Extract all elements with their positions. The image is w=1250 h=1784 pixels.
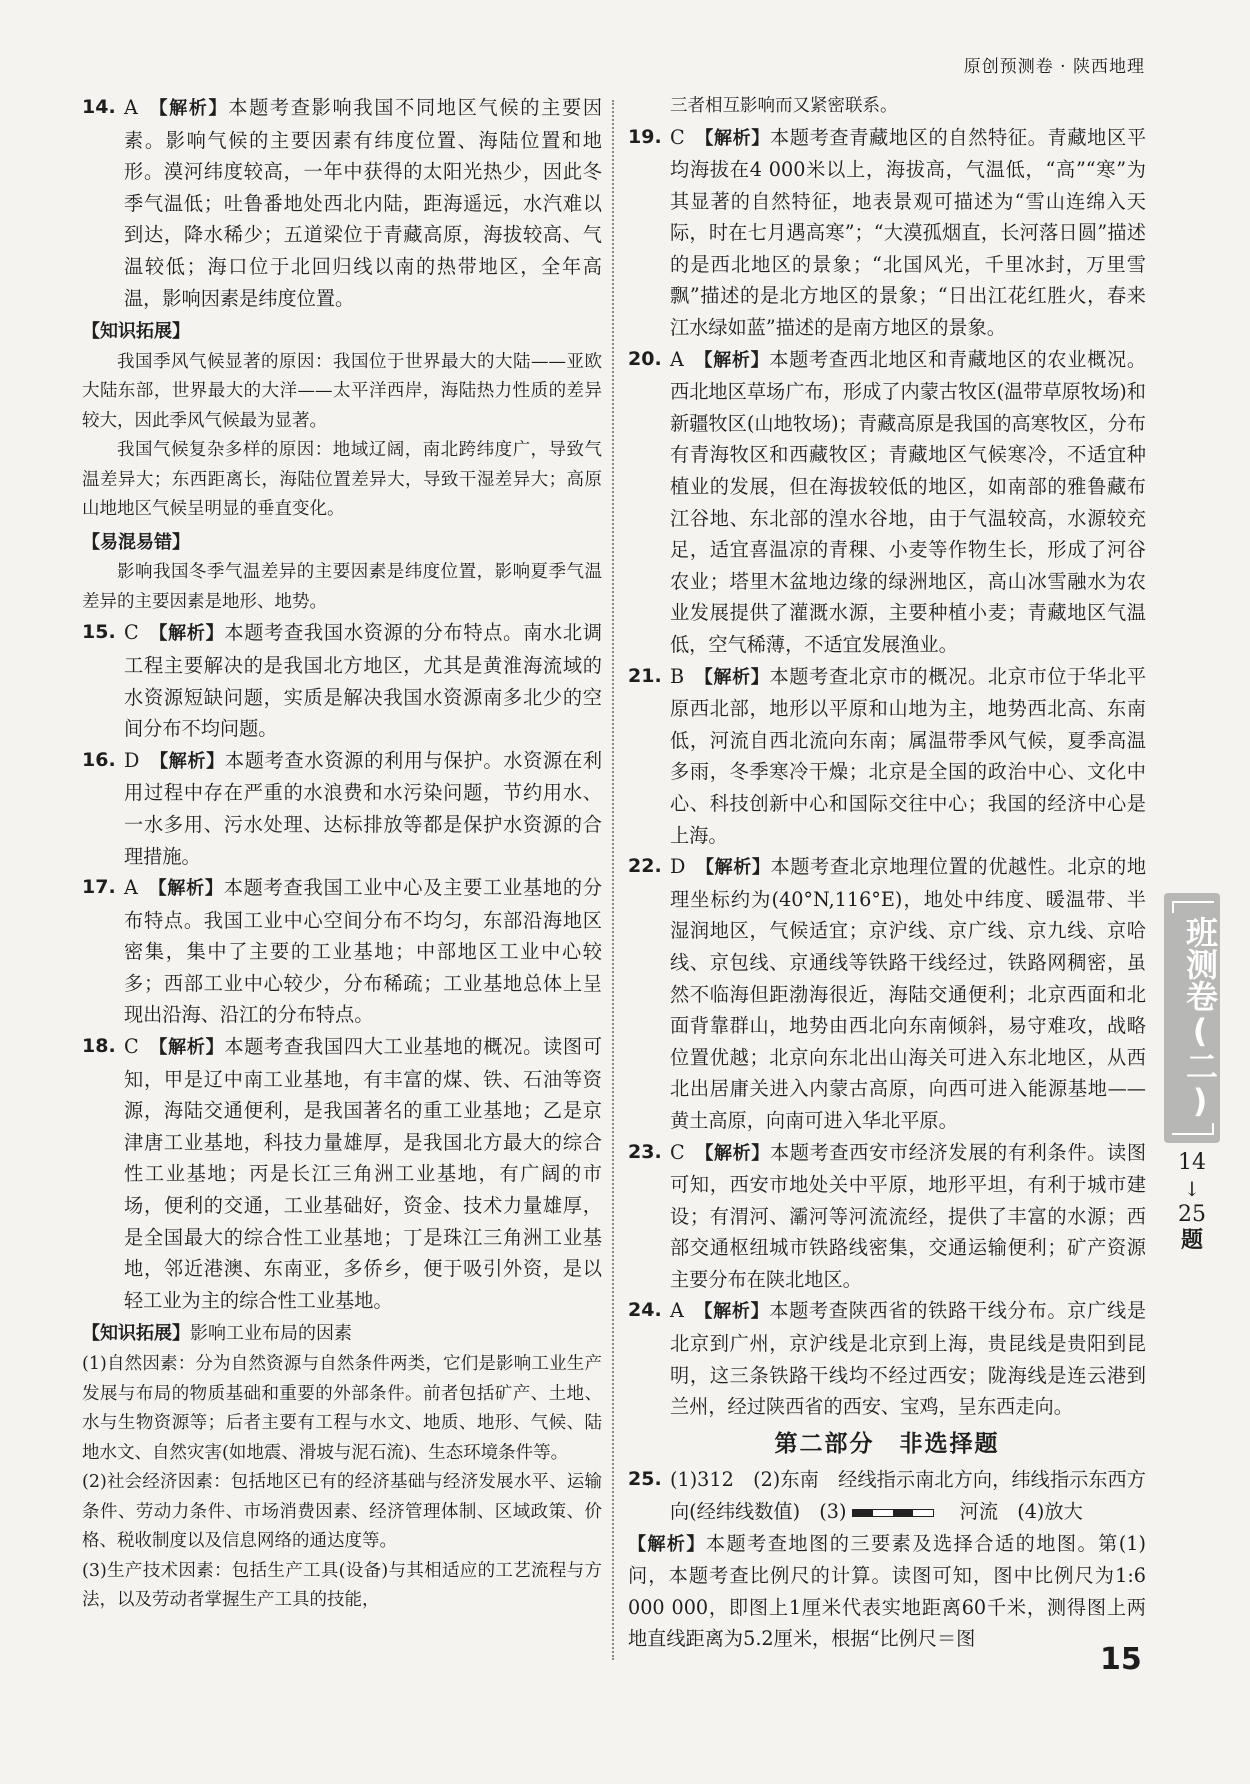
analysis-tag: 【解析】 bbox=[628, 1533, 706, 1555]
left-column bbox=[82, 92, 602, 1616]
analysis-text: 本题考查我国四大工业基地的概况。读图可知，甲是辽中南工业基地，有丰富的煤、铁、石油等资源，海陆交通便利，是我国著名的重工业基地；乙是京津唐工业基地，科技力量雄厚，是我国北方最大的综合性工业基地；丙是长江三角洲工业基地，有广阔的市场，便利的交通，工业基础好，资金、技术力量雄厚，是全国最大的综合性工业基地；丁是珠江三角洲工业基地，邻近港澳、东南亚，多侨乡，便于吸引外资，是以轻工业为主的综合性工业基地。 bbox=[124, 1035, 603, 1312]
question-16 bbox=[82, 745, 602, 872]
analysis-tag: 【解析】 bbox=[148, 623, 225, 645]
knowledge-paragraph: 我国季风气候显著的原因：我国位于世界最大的大陆——亚欧大陆东部，世界最大的大洋——太平洋西岸，海陆热力性质的差异较大，因此季风气候最为显著。 bbox=[82, 351, 602, 431]
analysis-tag: 【解析】 bbox=[694, 127, 770, 149]
knowledge-paragraph: (2)社会经济因素：包括地区已有的经济基础与经济发展水平、运输条件、劳动力条件、市场消费因素、经济管理体制、区域政策、价格、税收制度以及信息网络的通达度等。 bbox=[82, 1472, 602, 1551]
answer-letter: A bbox=[124, 96, 138, 119]
page-header: 原创预测卷 · 陕西地理 bbox=[963, 57, 1145, 77]
bracket-decoration bbox=[1172, 1123, 1214, 1135]
analysis-text: 本题考查西北地区和青藏地区的农业概况。西北地区草场广布，形成了内蒙古牧区(温带草原牧场)和新疆牧区(山地牧场)；青藏高原是我国的高寒牧区，分布有青海牧区和西藏牧区；青藏地区气候寒冷，不适宜种植业的发展，但在海拔较低的地区，如南部的雅鲁藏布江谷地、东北部的湟水谷地，由于气温较高，水源较充足，适宜喜温凉的青稞、小麦等作物生长，形成了河谷农业；塔里木盆地边缘的绿洲地区，高山冰雪融水为农业发展提供了灌溉水源，主要种植小麦；青藏地区气温低，空气稀薄，不适宜发展渔业。 bbox=[670, 347, 1147, 656]
knowledge-extension-label: 【知识拓展】 bbox=[82, 1323, 190, 1345]
analysis-tag: 【解析】 bbox=[149, 750, 225, 772]
analysis-text: 本题考查陕西省的铁路干线分布。京广线是北京到广州，京沪线是北京到上海，贵昆线是贵阳到昆明，这三条铁路干线均不经过西安；陇海线是连云港到兰州，经过陕西省的西安、宝鸡，呈东西走向。 bbox=[670, 1299, 1147, 1419]
question-14 bbox=[82, 92, 602, 314]
range-to: 25 bbox=[1178, 1202, 1206, 1227]
question-number: 16. bbox=[82, 748, 116, 771]
answer-letter: C bbox=[124, 1035, 139, 1059]
question-number: 14. bbox=[82, 96, 116, 118]
scale-bar-icon bbox=[852, 1509, 934, 1517]
analysis-text: 本题考查青藏地区的自然特征。青藏地区平均海拔在4 000米以上，海拔高，气温低，“高”“寒”为其显著的自然特征，地表景观可描述为“雪山连绵入天际，时在七月遇高寒”；“大漠孤烟直，长河落日圆”描述的是西北地区的景象；“北国风光，千里冰封，万里雪飘”描述的是北方地区的景象；“日出江花红胜火，春来江水绿如蓝”描述的是南方地区的景象。 bbox=[670, 125, 1147, 340]
continued-text: 三者相互影响而又紧密联系。 bbox=[670, 96, 898, 116]
answer-letter: C bbox=[670, 1140, 685, 1164]
question-number: 19. bbox=[628, 125, 662, 148]
common-errors-paragraph: 影响我国冬季气温差异的主要因素是纬度位置，影响夏季气温差异的主要因素是地形、地势。 bbox=[82, 562, 602, 612]
common-errors-title: 【易混易错】 bbox=[82, 531, 190, 553]
down-arrow-icon: ↓ bbox=[1183, 1177, 1201, 1201]
question-25 bbox=[628, 1464, 1146, 1527]
question-range bbox=[1166, 1150, 1218, 1254]
analysis-tag: 【解析】 bbox=[147, 878, 224, 900]
knowledge-paragraph: 我国气候复杂多样的原因：地域辽阔，南北跨纬度广，导致气温差异大；东西距离长，海陆位置差异大，导致干湿差异大；高原山地地区气候呈明显的垂直变化。 bbox=[82, 440, 602, 520]
knowledge-extension-title: 【知识拓展】 bbox=[82, 321, 190, 343]
knowledge-paragraph: (1)自然因素：分为自然资源与自然条件两类，它们是影响工业生产发展与布局的物质基础和重要的外部条件。前者包括矿产、土地、水与生物资源等；后者主要有工程与水文、地质、地形、气候、陆地水文、自然灾害(如地震、滑坡与泥石流)、生态环境条件等。 bbox=[82, 1354, 602, 1463]
analysis-tag: 【解析】 bbox=[147, 98, 229, 119]
column-divider bbox=[612, 100, 614, 1660]
analysis-tag: 【解析】 bbox=[693, 349, 770, 371]
analysis-text: 本题考查影响我国不同地区气候的主要因素。影响气候的主要因素有纬度位置、海陆位置和地形。漠河纬度较高，一年中获得的太阳光热少，因此冬季气温低；吐鲁番地处西北内陆，距海遥远，水汽难以到达，降水稀少；五道梁位于青藏高原，海拔较高、气温较低；海口位于北回归线以南的热带地区，全年高温，影响因素是纬度位置。 bbox=[124, 96, 603, 310]
question-number: 22. bbox=[628, 855, 662, 878]
question-22 bbox=[628, 851, 1146, 1136]
page-number: 15 bbox=[1100, 1642, 1142, 1677]
answer-letter: C bbox=[670, 125, 685, 149]
answer-letter: D bbox=[670, 855, 686, 879]
question-21 bbox=[628, 661, 1146, 852]
question-number: 24. bbox=[628, 1299, 662, 1322]
analysis-text: 本题考查西安市经济发展的有利条件。读图可知，西安市地处关中平原，地形平坦，有利于城市建设；有渭河、灞河等河流流经，提供了丰富的水源；西部交通枢纽城市铁路线密集，交通运输便利；矿产资源主要分布在陕北地区。 bbox=[670, 1140, 1147, 1291]
analysis-text: 本题考查北京地理位置的优越性。北京的地理坐标约为(40°N,116°E)，地处中纬度、暖温带、半湿润地区，气候适宜；京沪线、京广线、京九线、京哈线、京包线、京通线等铁路干线经过，铁路网稠密，虽然不临海但距渤海很近，海陆交通便利；北京西面和北面背靠群山，地势由西北向东南倾斜，易守难攻，战略位置优越；北京向东北出山海关可进入东北地区，从西北出居庸关进入内蒙古高原，向西可进入能源基地——黄土高原，向南可进入华北平原。 bbox=[670, 855, 1147, 1132]
answer-letter: A bbox=[670, 1299, 684, 1323]
analysis-text: 本题考查我国工业中心及主要工业基地的分布特点。我国工业中心空间分布不均匀，东部沿海地区密集，集中了主要的工业基地；中部地区工业中心较多；西部工业中心较少，分布稀疏；工业基地总体上呈现出沿海、沿江的分布特点。 bbox=[124, 876, 603, 1027]
bracket-decoration bbox=[1172, 901, 1214, 913]
answer-text: 河流 (4)放大 bbox=[940, 1500, 1083, 1524]
analysis-tag: 【解析】 bbox=[694, 1142, 770, 1164]
analysis-tag: 【解析】 bbox=[695, 857, 771, 879]
analysis-text: 本题考查水资源的利用与保护。水资源在利用过程中存在严重的水浪费和水污染问题，节约用水、一水多用、污水处理、达标排放等都是保护水资源的合理措施。 bbox=[124, 748, 603, 868]
answer-letter: A bbox=[124, 876, 138, 900]
analysis-text: 本题考查我国水资源的分布特点。南水北调工程主要解决的是我国北方地区，尤其是黄淮海流域的水资源短缺问题，实质是解决我国水资源南多北少的空间分布不均问题。 bbox=[124, 621, 603, 741]
question-25-analysis bbox=[628, 1528, 1146, 1655]
knowledge-extension-subtitle: 影响工业布局的因素 bbox=[190, 1323, 352, 1345]
question-19 bbox=[628, 122, 1146, 344]
question-17 bbox=[82, 872, 602, 1031]
question-23 bbox=[628, 1137, 1146, 1296]
question-20 bbox=[628, 344, 1146, 661]
answer-text: (1)312 (2)东南 经线指示南北方向，纬线指示东西方向(经纬线数值) (3) bbox=[670, 1468, 1146, 1524]
analysis-tag: 【解析】 bbox=[148, 1037, 225, 1059]
analysis-text: 本题考查北京市的概况。北京市位于华北平原西北部，地形以平原和山地为主，地势西北高、东南低，河流自西北流向东南；属温带季风气候，夏季高温多雨，冬季寒冷干燥；北京是全国的政治中心、文化中心、科技创新中心和国际交往中心；我国的经济中心是上海。 bbox=[670, 664, 1147, 847]
question-number: 18. bbox=[82, 1035, 116, 1058]
answer-letter: A bbox=[670, 347, 684, 371]
knowledge-extension-title bbox=[82, 1318, 602, 1350]
answer-letter: D bbox=[124, 748, 140, 772]
analysis-tag: 【解析】 bbox=[694, 666, 770, 688]
question-number: 20. bbox=[628, 347, 662, 370]
question-18 bbox=[82, 1031, 602, 1316]
knowledge-paragraph: (3)生产技术因素：包括生产工具(设备)与其相适应的工艺流程与方法，以及劳动者掌握生产工具的技能， bbox=[82, 1560, 602, 1610]
question-number: 25. bbox=[628, 1468, 662, 1491]
question-number: 15. bbox=[82, 621, 116, 644]
question-24 bbox=[628, 1295, 1146, 1422]
question-15 bbox=[82, 617, 602, 744]
side-tab-label: 班测卷(二) bbox=[1181, 916, 1219, 1120]
question-number: 21. bbox=[628, 664, 662, 687]
analysis-tag: 【解析】 bbox=[693, 1301, 770, 1323]
side-tab bbox=[1164, 893, 1220, 1143]
range-from: 14 bbox=[1178, 1150, 1206, 1175]
right-column bbox=[628, 92, 1146, 1655]
range-unit: 题 bbox=[1180, 1228, 1203, 1253]
question-number: 23. bbox=[628, 1140, 662, 1163]
answer-letter: C bbox=[124, 621, 139, 645]
analysis-text: 本题考查地图的三要素及选择合适的地图。第(1)问，本题考查比例尺的计算。读图可知，图中比例尺为1:6 000 000，即图上1厘米代表实地距离60千米，测得图上两地直线距离为5.2厘米，根据“比例尺＝图 bbox=[628, 1531, 1146, 1651]
section-title: 第二部分 非选择题 bbox=[774, 1430, 1000, 1457]
question-number: 17. bbox=[82, 876, 116, 899]
answer-letter: B bbox=[670, 664, 685, 688]
